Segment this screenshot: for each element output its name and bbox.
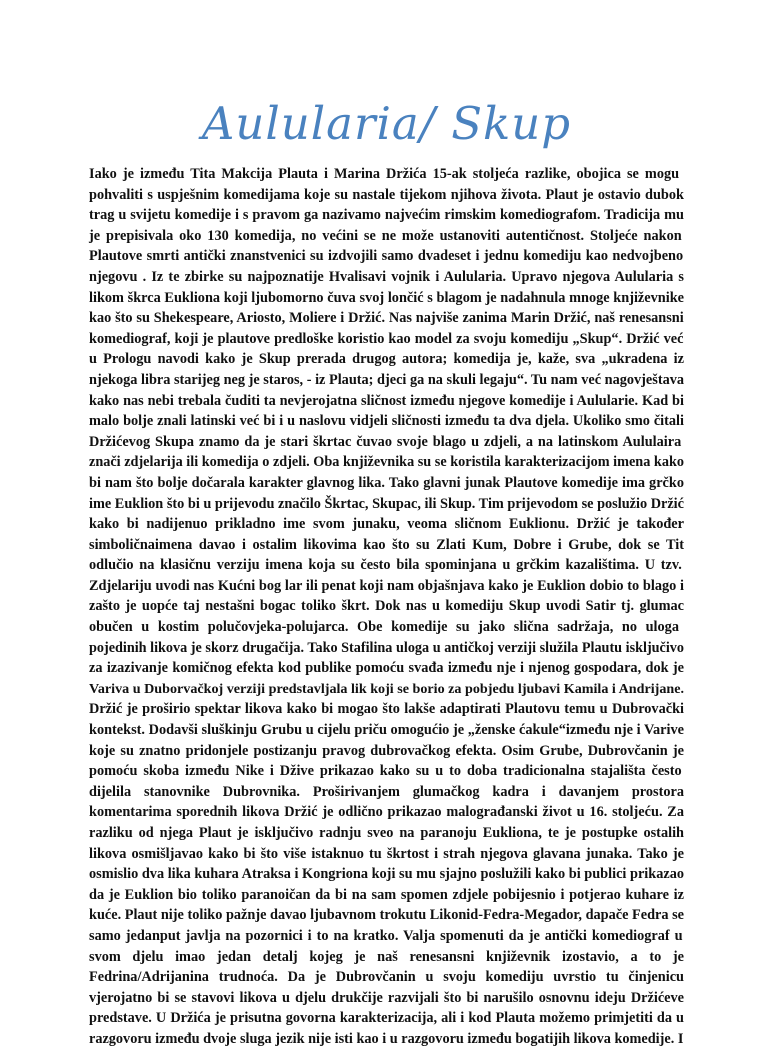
text-line: je prepisivala oko 130 komedija, no većini se ne može ustanoviti autentičnost. Stoljeće nakon	[89, 227, 682, 244]
text-line: Fedrina/Adrijanina trudnoća. Da je Dubrovčanin u svoju komediju uvrstio tu činjenicu	[89, 969, 684, 986]
text-line: kako nas nebi trebala čuditi ta nevjerojatna sličnost između njegove komedije i Aulularie. Kad bi	[89, 392, 684, 409]
text-line: likom škrca Eukliona koji ljubomorno čuva svoj lončić s blagom je nadahnula mnoge književnike	[89, 289, 684, 306]
text-line: razgovoru između dvoje sluga jezik nije isti kao i u razgovoru između bogatijih likova komedije. I	[89, 1030, 684, 1047]
text-line: njegovu . Iz te zbirke su najpoznatije Hvalisavi vojnik i Aulularia. Upravo njegova Aulularia s	[89, 268, 684, 285]
text-line: u Prologu navodi kako je Skup prerada drugog autora; komedija je, kaže, sva „ukradena iz	[89, 351, 684, 368]
body-paragraph	[89, 164, 684, 1050]
text-line: znači zdjelarija ili komedija o zdjeli. Oba književnika su se koristila karakterizacijom imena kako	[89, 454, 684, 471]
text-line: malo bolje znali latinski već bi i u naslovu vidjeli sličnosti između ta dva djela. Ukoliko smo čitali	[89, 413, 684, 430]
text-line: za izazivanje komičnog efekta kod publike pomoću svađa između nje i njenog gospodara, dok je	[89, 660, 684, 677]
text-line: vjerojatno bi se stavovi likova u djelu drukčije razvijali što bi narušilo osnovnu ideju Držićeve	[89, 989, 684, 1006]
text-line: bi nam što bolje dočarala karakter glavnog lika. Tako glavni junak Plautove komedije ima grčko	[89, 474, 684, 491]
text-line: obučen u kostim polučovjeka-polujarca. Obe komedije su jako slična sadržaja, no uloga	[89, 619, 679, 636]
text-line: kako bi nadijenuo prikladno ime svom junaku, veoma sličnom Euklionu. Držić je također	[89, 516, 684, 533]
text-line: kao što su Shekespeare, Ariosto, Moliere i Držić. Nas najviše zanima Marin Držić, naš renesansni	[89, 310, 684, 327]
text-line: trag u svijetu komedije i s pravom ga nazivamo najvećim rimskim komediografom. Tradicija mu	[89, 207, 684, 224]
text-line: Držić je proširio spektar likova kako bi mogao što lakše adaptirati Plautovu temu u Dubrovački	[89, 701, 684, 718]
text-line: Iako je između Tita Makcija Plauta i Marina Držića 15-ak stoljeća razlike, obojica se mogu	[89, 166, 680, 182]
text-line: predstave. U Držića je prisutna govorna karakterizacija, ali i kod Plauta možemo primjetiti da u	[89, 1010, 684, 1027]
text-line: samo jedanput javlja na pozornici i to na kratko. Valja spomenuti da je antički komediograf u	[89, 927, 683, 944]
text-line: komentarima sporednih likova Držić je odlično prikazao malograđanski život u 16. stoljeću. Za	[89, 804, 684, 821]
text-line: osmislio dva lika kuhara Atraksa i Kongriona koji su mu sjajno poslužili kako bi publici prikazao	[89, 866, 684, 883]
text-line: Variva u Duborvačkoj verziji predstavljala lik koji se borio za pobjedu ljubavi Kamila i Andrijane.	[89, 680, 684, 697]
text-line: zašto je uopće taj nestašni bogac toliko škrt. Dok nas u komediju Skup uvodi Satir tj. glumac	[89, 598, 684, 615]
text-line: koje su znatno pridonjele postizanju pravog dubrovačkog efekta. Osim Grube, Dubrovčanin je	[89, 742, 684, 759]
text-line: Plautove smrti antički znanstvenici su izdvojili samo dvadeset i jednu komediju kao nedvojbeno	[89, 248, 684, 265]
text-line: razliku od njega Plaut je isključivo radnju sveo na paranoju Eukliona, te je postupke ostalih	[89, 825, 684, 841]
text-line: pojedinih likova je skorz drugačija. Tako Stafilina uloga u antičkoj verziji služila Plautu isključivo	[89, 639, 684, 656]
text-line: da je Euklion bio toliko paranoičan da bi na sam spomen zdjele pobijesnio i potjerao kuhare iz	[89, 886, 684, 903]
text-line: ime Euklion što bi u prijevodu značilo Škrtac, Skupac, ili Skup. Tim prijevodom se poslužio Držić	[89, 495, 684, 512]
text-line: svom djelu imao jedan detalj kojeg je naš renesansni književnik izostavio, a to je	[89, 948, 684, 965]
text-line: kontekst. Dodavši sluškinju Grubu u cijelu priču omogućio je „ženske ćakule“između nje i Varive	[89, 722, 684, 739]
text-line: Držićevog Skupa znamo da je stari škrtac čuvao svoje blago u zdjeli, a na latinskom Aululaira	[89, 433, 682, 450]
text-line: njekoga libra starijeg neg je staros, - iz Plauta; djeci ga na skuli legaju“. Tu nam već nagovještava	[89, 371, 684, 388]
text-line: dijelila stanovnike Dubrovnika. Proširivanjem glumačkog kadra i davanjem prostora	[89, 783, 684, 800]
document-title: Aulularia/ Skup	[201, 97, 572, 150]
text-line: pohvaliti s uspješnim komedijama koje su nastale tijekom njihova života. Plaut je ostavio dubok	[89, 186, 684, 203]
text-line: odlučio na klasičnu verziju imena koja su često bila spominjana u grčkim kazalištima. U tzv.	[89, 557, 682, 574]
text-line: likova osmišljavao kako bi što više istaknuo tu škrtost i strah njegova glavana junaka. Tako je	[89, 845, 684, 862]
text-line: kuće. Plaut nije toliko pažnje davao ljubavnom trokutu Likonid-Fedra-Megador, dapače Fedra se	[89, 907, 684, 924]
text-line: Zdjelariju uvodi nas Kućni bog lar ili penat koji nam objašnjava kako je Euklion dobio to blago i	[89, 577, 684, 594]
text-line: pomoću skoba između Nike i Džive prikazao kako su u to doba tradicionalna stajališta često	[89, 763, 682, 780]
text-line: komediograf, koji je plautove predloške koristio kao model za svoju komediju „Skup“. Držić već	[89, 330, 684, 347]
text-line: simboličnaimena davao i ostalim likovima kao što su Zlati Kum, Dobre i Grube, dok se Tit	[89, 536, 684, 553]
